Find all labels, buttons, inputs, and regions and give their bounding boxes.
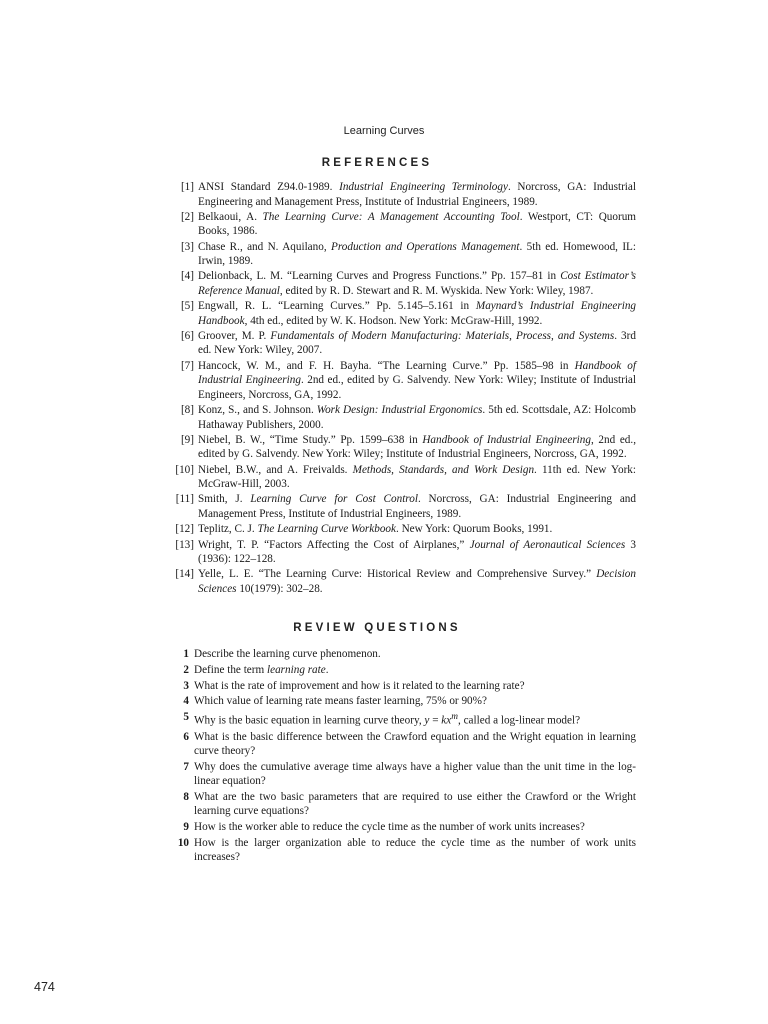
reference-item-number: [12] xyxy=(175,523,194,536)
text-run: Smith, J. xyxy=(198,493,251,506)
reference-item-text xyxy=(198,433,636,462)
question-item xyxy=(160,790,636,818)
reference-item-number: [9] xyxy=(180,433,194,446)
text-run: . New York: Quorum Books, 1991. xyxy=(396,523,553,536)
question-item-text xyxy=(194,730,636,758)
text-run: . 5th ed. Homewood, IL: Irwin, 1989. xyxy=(198,240,636,268)
text-run: What is the rate of improvement and how is it related to the learning rate? xyxy=(194,679,525,692)
reference-item xyxy=(160,522,636,537)
reference-item-number: [3] xyxy=(180,240,194,253)
text-run: , called a log-linear model? xyxy=(457,714,581,727)
text-run: Delionback, L. M. “Learning Curves and Progress Functions.” Pp. 157–81 in xyxy=(198,270,561,283)
reference-item xyxy=(160,240,636,269)
reference-item xyxy=(160,269,636,298)
question-item-text xyxy=(194,710,636,728)
italic-title: Handbook of Industrial Engineering xyxy=(422,433,591,446)
italic-title: Production and Operations Management xyxy=(330,240,520,253)
question-item-number: 6 xyxy=(183,730,189,743)
reference-item-text xyxy=(198,567,636,596)
question-item-number: 5 xyxy=(183,711,189,724)
italic-title: Journal of Aeronautical Sciences xyxy=(469,538,626,551)
reference-item-number: [5] xyxy=(180,300,194,313)
question-item-number: 8 xyxy=(183,790,189,803)
reference-item-text xyxy=(198,522,636,537)
question-item-text xyxy=(194,694,636,708)
text-run: ANSI Standard Z94.0-1989. xyxy=(198,181,340,193)
italic-title: Industrial Engineering Terminology xyxy=(339,181,508,193)
text-run: Describe the learning curve phenomenon. xyxy=(194,648,381,660)
reference-item-text xyxy=(198,299,636,328)
text-run: Niebel, B.W., and A. Freivalds. xyxy=(198,463,353,476)
reference-item xyxy=(160,403,636,432)
text-run: 3 (1936): 122–128. xyxy=(198,538,637,566)
text-run: . 3rd ed. New York: Wiley, 2007. xyxy=(198,329,636,357)
reference-item-number: [8] xyxy=(180,404,194,417)
italic-title: Handbook of Industrial Engineering xyxy=(198,359,637,387)
reference-item xyxy=(160,567,636,596)
text-run: Define the term xyxy=(194,663,267,676)
reference-item xyxy=(160,463,636,492)
text-run: Groover, M. P. xyxy=(198,329,271,342)
text-run: . Norcross, GA: Industrial Engineering and Management Press, Institute of Industrial Engineers, 1989. xyxy=(198,493,636,520)
reference-item xyxy=(160,329,636,358)
review-questions-list xyxy=(160,647,636,866)
question-item-text xyxy=(194,836,636,864)
question-item-number: 4 xyxy=(183,695,189,708)
text-run: What are the two basic parameters that are required to use either the Crawford or the Wright learning curve equations? xyxy=(194,790,636,817)
text-run: . Westport, CT: Quorum Books, 1986. xyxy=(198,210,636,238)
reference-item-text xyxy=(198,180,636,209)
reference-item-text xyxy=(198,210,636,239)
italic-title: Maynard’s Industrial Engineering Handbook xyxy=(198,300,637,327)
text-run: What is the basic difference between the Crawford equation and the Wright equation in learning curve theory? xyxy=(194,730,636,757)
question-item-number: 2 xyxy=(183,663,189,676)
reference-item xyxy=(160,210,636,239)
text-run: , 2nd ed., edited by G. Salvendy. New York: Wiley; Institute of Industrial Engineers, Norcross, GA, 1992. xyxy=(198,433,636,461)
reference-item-number: [6] xyxy=(180,329,194,342)
text-run: Belkaoui, A. xyxy=(198,210,263,223)
reference-item-number: [14] xyxy=(175,568,194,581)
text-run: , edited by R. D. Stewart and R. M. Wyskida. New York: Wiley, 1987. xyxy=(279,284,594,297)
question-item xyxy=(160,694,636,708)
italic-title: learning rate xyxy=(267,663,326,676)
reference-item xyxy=(160,180,636,209)
text-run: Why does the cumulative average time always have a higher value than the unit time in the log-linear equation? xyxy=(194,760,636,787)
question-item-number: 10 xyxy=(177,836,189,849)
reference-item-text xyxy=(198,359,636,403)
italic-title: Fundamentals of Modern Manufacturing: Materials, Process, and Systems xyxy=(270,329,615,342)
text-run: Niebel, B. W., “Time Study.” Pp. 1599–638 in xyxy=(198,433,423,446)
text-run: 10(1979): 302–28. xyxy=(236,582,323,595)
question-item xyxy=(160,679,636,693)
question-item xyxy=(160,663,636,677)
question-item-number: 1 xyxy=(183,648,189,660)
reference-item-text xyxy=(198,403,636,432)
reference-item xyxy=(160,492,636,521)
exponent: m xyxy=(451,712,458,723)
text-run: Yelle, L. E. “The Learning Curve: Historical Review and Comprehensive Survey.” xyxy=(198,568,597,581)
page-number: 474 xyxy=(34,980,55,994)
reference-item xyxy=(160,538,636,567)
text-run: How is the larger organization able to reduce the cycle time as the number of work units increases? xyxy=(194,836,636,863)
question-item xyxy=(160,820,636,834)
text-run: . 5th ed. Scottsdale, AZ: Holcomb Hathaway Publishers, 2000. xyxy=(198,404,636,431)
reference-item-text xyxy=(198,240,636,269)
reference-item-number: [4] xyxy=(180,270,194,283)
references-heading: REFERENCES xyxy=(321,157,433,169)
reference-item-number: [1] xyxy=(180,181,194,193)
question-item xyxy=(160,760,636,788)
question-item-text xyxy=(194,760,636,788)
question-item xyxy=(160,710,636,728)
question-item-number: 3 xyxy=(183,679,189,692)
reference-item-number: [10] xyxy=(175,463,194,476)
italic-title: Decision Sciences xyxy=(198,568,636,595)
question-item-text xyxy=(194,820,636,834)
reference-item-number: [2] xyxy=(180,210,194,223)
text-run: Engwall, R. L. “Learning Curves.” Pp. 5.145–5.161 in xyxy=(198,300,476,313)
reference-item-text xyxy=(198,463,636,492)
question-item-text xyxy=(194,790,636,818)
references-list xyxy=(160,180,636,597)
italic-title: kx xyxy=(441,714,452,727)
reference-item-number: [13] xyxy=(175,538,194,551)
text-run: , 4th ed., edited by W. K. Hodson. New York: McGraw-Hill, 1992. xyxy=(244,314,543,327)
text-run: . Norcross, GA: Industrial Engineering and Management Press, Institute of Industrial Engineers, 1989. xyxy=(198,181,636,208)
italic-title: Work Design: Industrial Ergonomics xyxy=(316,404,483,417)
reference-item-text xyxy=(198,492,636,521)
italic-title: Methods, Standards, and Work Design xyxy=(352,463,535,476)
reference-item-text xyxy=(198,538,636,567)
reference-item-number: [7] xyxy=(180,359,194,372)
question-item-number: 9 xyxy=(183,820,189,833)
question-item xyxy=(160,836,636,864)
italic-title: The Learning Curve Workbook xyxy=(257,523,396,536)
italic-title: The Learning Curve: A Management Accounting Tool xyxy=(262,210,520,223)
superscript xyxy=(451,712,458,722)
italic-title: Learning Curve for Cost Control xyxy=(250,493,418,506)
reference-item-text xyxy=(198,269,636,298)
text-run: . xyxy=(325,663,329,676)
question-item-text xyxy=(194,663,636,677)
running-head: Learning Curves xyxy=(343,125,425,137)
reference-item-number: [11] xyxy=(175,493,194,506)
italic-title: Cost Estimator’s Reference Manual xyxy=(198,270,636,297)
text-run: . 11th ed. New York: McGraw-Hill, 2003. xyxy=(198,463,636,491)
reference-item-text xyxy=(198,329,636,358)
text-run: Why is the basic equation in learning curve theory, xyxy=(194,714,425,727)
italic-title: y xyxy=(424,714,430,727)
reference-item xyxy=(160,299,636,328)
text-run: Hancock, W. M., and F. H. Bayha. “The Learning Curve.” Pp. 1585–98 in xyxy=(198,359,575,372)
text-run: Wright, T. P. “Factors Affecting the Cost of Airplanes,” xyxy=(198,538,470,551)
text-run: Which value of learning rate means faster learning, 75% or 90%? xyxy=(194,695,487,708)
review-questions-heading: REVIEW QUESTIONS xyxy=(293,622,461,634)
text-run: How is the worker able to reduce the cycle time as the number of work units increases? xyxy=(194,820,585,833)
question-item-text xyxy=(194,679,636,693)
reference-item xyxy=(160,359,636,403)
text-run: Teplitz, C. J. xyxy=(198,523,258,536)
text-run: . 2nd ed., edited by G. Salvendy. New York: Wiley; Institute of Industrial Engineers, Norcross, GA, 1992. xyxy=(198,374,636,401)
question-item xyxy=(160,730,636,758)
question-item-number: 7 xyxy=(183,760,189,773)
reference-item xyxy=(160,433,636,462)
question-item-text xyxy=(194,647,636,661)
text-run: Chase R., and N. Aquilano, xyxy=(198,240,331,253)
question-item xyxy=(160,647,636,661)
text-run: = xyxy=(429,714,442,727)
text-run: Konz, S., and S. Johnson. xyxy=(198,404,317,417)
